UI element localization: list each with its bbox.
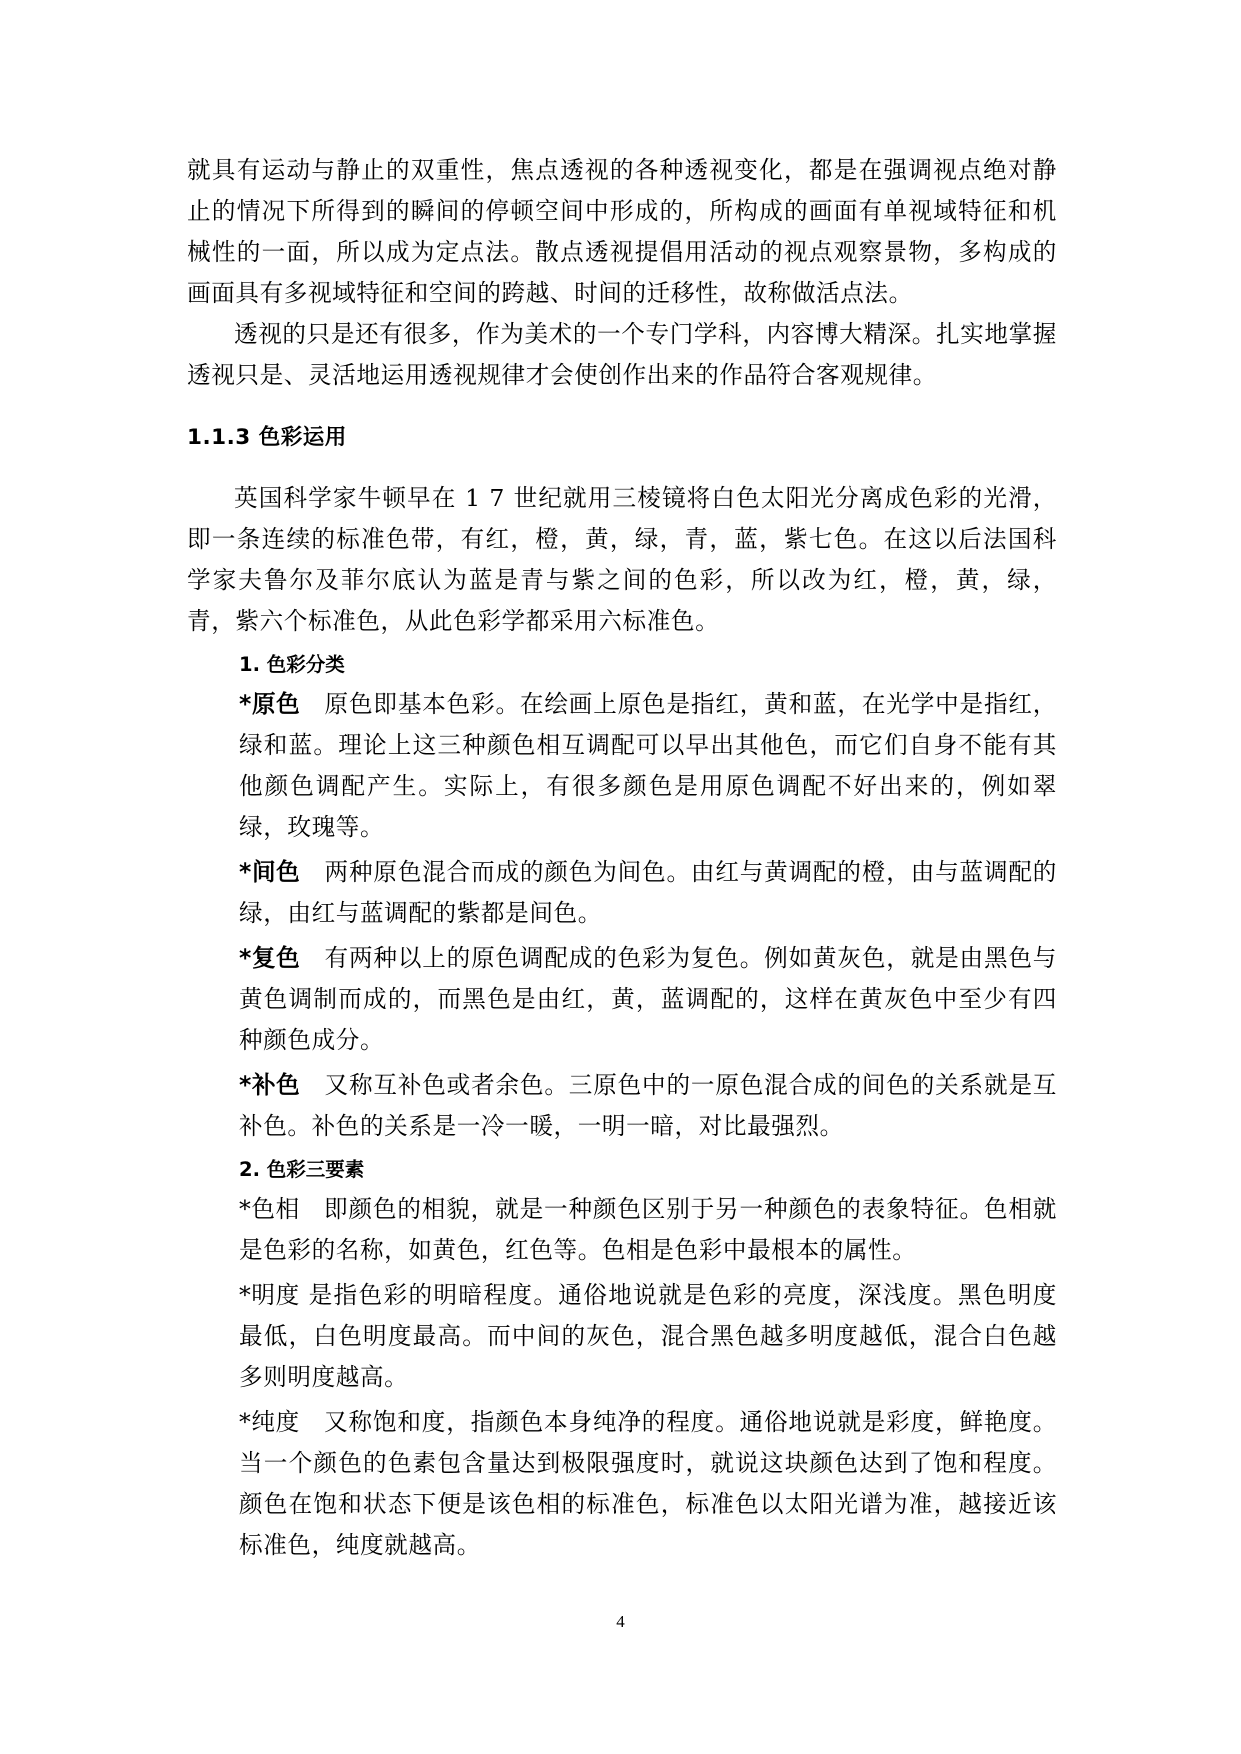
- term-primary-color: *原色: [239, 690, 301, 718]
- definition-primary-color: 原色即基本色彩。在绘画上原色是指红，黄和蓝，在光学中是指红，绿和蓝。理论上这三种颜色相互调配可以早出其他色，而它们自身不能有其他颜色调配产生。实际上，有很多颜色是用原色调配不好出来的，例如翠绿，玫瑰等。: [239, 690, 1057, 841]
- paragraph-perspective-summary: 透视的只是还有很多，作为美术的一个专门学科，内容博大精深。扎实地掌握透视只是、灵活地运用透视规律才会使创作出来的作品符合客观规律。: [187, 320, 1057, 389]
- paragraph-newton-spectrum: 英国科学家牛顿早在 1 7 世纪就用三棱镜将白色太阳光分离成色彩的光滑，即一条连续的标准色带，有红，橙，黄，绿，青，蓝，紫七色。在这以后法国科学家夫鲁尔及菲尔底认为蓝是青与紫之间的色彩，所以改为红，橙，黄，绿，青，紫六个标准色，从此色彩学都采用六标准色。: [187, 484, 1057, 635]
- list-title-color-classification: 1. 色彩分类: [239, 653, 345, 676]
- list-item-primary-color: [187, 684, 1057, 848]
- page-content: [187, 150, 1057, 1566]
- term-secondary-color: *间色: [239, 858, 301, 886]
- definition-secondary-color: 两种原色混合而成的颜色为间色。由红与黄调配的橙，由与蓝调配的绿，由红与蓝调配的紫都是间色。: [239, 858, 1057, 927]
- list-item-hue: [187, 1189, 1057, 1271]
- term-complementary-color: *补色: [239, 1071, 301, 1099]
- section-heading: 1.1.3 色彩运用: [187, 425, 347, 450]
- term-tertiary-color: *复色: [239, 944, 301, 972]
- list-item-value: [187, 1275, 1057, 1398]
- list-item-saturation: [187, 1402, 1057, 1566]
- list-item-secondary-color: [187, 852, 1057, 934]
- page-number: 4: [616, 1612, 625, 1631]
- term-saturation: *纯度: [239, 1408, 300, 1436]
- definition-hue: 即颜色的相貌，就是一种颜色区别于另一种颜色的表象特征。色相就是色彩的名称，如黄色，红色等。色相是色彩中最根本的属性。: [239, 1195, 1057, 1264]
- list-item-complementary-color: [187, 1065, 1057, 1147]
- definition-complementary-color: 又称互补色或者余色。三原色中的一原色混合成的间色的关系就是互补色。补色的关系是一冷一暖，一明一暗，对比最强烈。: [239, 1071, 1057, 1140]
- list-title-color-elements: 2. 色彩三要素: [239, 1158, 365, 1181]
- definition-value: 是指色彩的明暗程度。通俗地说就是色彩的亮度，深浅度。黑色明度最低，白色明度最高。而中间的灰色，混合黑色越多明度越低，混合白色越多则明度越高。: [239, 1281, 1057, 1391]
- definition-tertiary-color: 有两种以上的原色调配成的色彩为复色。例如黄灰色，就是由黑色与黄色调制而成的，而黑色是由红，黄，蓝调配的，这样在黄灰色中至少有四种颜色成分。: [239, 944, 1057, 1054]
- list-item-tertiary-color: [187, 938, 1057, 1061]
- definition-saturation: 又称饱和度，指颜色本身纯净的程度。通俗地说就是彩度，鲜艳度。当一个颜色的色素包含量达到极限强度时，就说这块颜色达到了饱和程度。颜色在饱和状态下便是该色相的标准色，标准色以太阳光谱为准，越接近该标准色，纯度就越高。: [239, 1408, 1057, 1559]
- term-hue: *色相: [239, 1195, 300, 1223]
- paragraph-perspective-continued: 就具有运动与静止的双重性，焦点透视的各种透视变化，都是在强调视点绝对静止的情况下所得到的瞬间的停顿空间中形成的，所构成的画面有单视域特征和机械性的一面，所以成为定点法。散点透视提倡用活动的视点观察景物，多构成的画面具有多视域特征和空间的跨越、时间的迁移性，故称做活点法。: [187, 156, 1057, 307]
- term-value: *明度: [239, 1281, 300, 1309]
